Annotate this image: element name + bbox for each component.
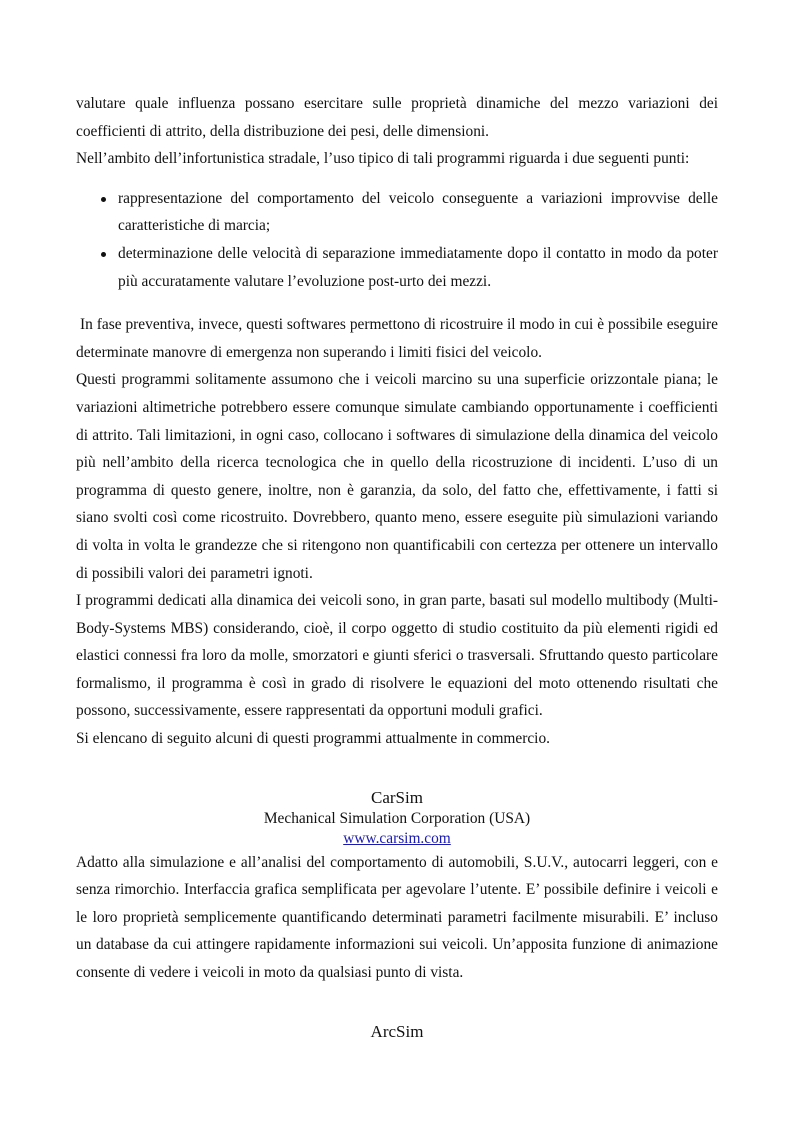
spacer	[76, 295, 718, 311]
spacer	[76, 173, 718, 185]
bullet-dot-icon	[101, 197, 106, 202]
product-title: CarSim	[371, 787, 423, 807]
product-header-carsim	[76, 787, 718, 849]
document-page	[76, 90, 722, 1043]
bullet-text: determinazione delle velocità di separazione immediatamente dopo il contatto in modo da poter più accuratamente valutare l’evoluzione post-urto dei mezzi.	[118, 244, 718, 290]
prevention-paragraph: In fase preventiva, invece, questi softwares permettono di ricostruire il modo in cui è possibile eseguire determinate manovre di emergenza non superando i limiti fisici del veicolo.	[76, 316, 722, 361]
bullet-list	[76, 185, 718, 295]
product-header-arcsim	[76, 1021, 718, 1043]
multibody-paragraph: I programmi dedicati alla dinamica dei veicoli sono, in gran parte, basati sul modello multibody (Multi-Body-Systems MBS) considerando, cioè, il corpo oggetto di studio costituito da più elementi rigidi ed elastici connessi fra loro da molle, smorzatori e giunti sferici o trasversali. Sfruttando questo particolare formalismo, il programma è così in grado di risolvere le equazioni del moto ottenendo risultati che possono, successivamente, essere rappresentati da opportuni moduli grafici.	[76, 592, 718, 720]
product-website-link[interactable]: www.carsim.com	[343, 829, 451, 847]
bullet-item	[76, 185, 718, 240]
bullet-item	[76, 240, 718, 295]
product-company: Mechanical Simulation Corporation (USA)	[263, 809, 531, 827]
list-intro-paragraph: Si elencano di seguito alcuni di questi programmi attualmente in commercio.	[76, 730, 550, 748]
context-paragraph: Nell’ambito dell’infortunistica stradale, l’uso tipico di tali programmi riguarda i due seguenti punti:	[76, 150, 690, 168]
spacer	[76, 987, 718, 1021]
assumptions-paragraph: Questi programmi solitamente assumono che i veicoli marcino su una superficie orizzontale piana; le variazioni altimetriche potrebbero essere comunque simulate cambiando opportunamente i coefficienti di attrito. Tali limitazioni, in ogni caso, collocano i softwares di simulazione della dinamica del veicolo più nell’ambito della ricerca tecnologica che in quello della ricostruzione di incidenti. L’uso di un programma di questo genere, inoltre, non è garanzia, da solo, del fatto che, effettivamente, i fatti si siano svolti così come ricostruito. Dovrebbero, quanto meno, essere eseguite più simulazioni variando di volta in volta le grandezze che si ritengono non quantificabili con certezza per ottenere un intervallo di possibili valori dei parametri ignoti.	[76, 371, 718, 582]
product-description: Adatto alla simulazione e all’analisi del comportamento di automobili, S.U.V., autocarri leggeri, con e senza rimorchio. Interfaccia grafica semplificata per agevolare l’utente. E’ possibile definire i veicoli e le loro proprietà semplicemente quantificando determinati parametri facilmente misurabili. E’ incluso un database da cui attingere rapidamente informazioni sui veicoli. Un’apposita funzione di animazione consente di vedere i veicoli in moto da qualsiasi punto di vista.	[76, 853, 718, 982]
bullet-dot-icon	[101, 252, 106, 257]
product-title: ArcSim	[370, 1021, 424, 1041]
intro-paragraph: valutare quale influenza possano esercitare sulle proprietà dinamiche del mezzo variazioni dei coefficienti di attrito, della distribuzione dei pesi, delle dimensioni.	[76, 95, 718, 140]
bullet-text: rappresentazione del comportamento del veicolo conseguente a variazioni improvvise delle caratteristiche di marcia;	[118, 189, 718, 235]
spacer	[76, 753, 718, 787]
